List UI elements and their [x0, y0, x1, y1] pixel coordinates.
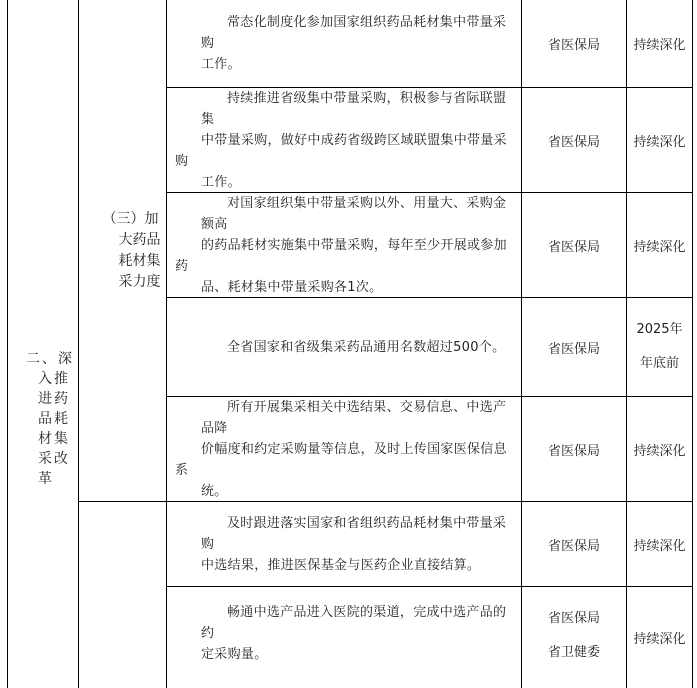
- grid-line: [692, 0, 693, 688]
- task-line: 定采购量。: [201, 647, 268, 662]
- subsection-label-line: 耗材集: [118, 252, 161, 269]
- deadline-text: 持续深化: [633, 38, 686, 53]
- deadline-text: 持续深化: [633, 632, 686, 647]
- task-line: 价幅度和约定采购量等信息，及时上传国家医保信息系: [175, 441, 507, 478]
- table-row-dept: [522, 0, 626, 87]
- table-row-task: [167, 298, 521, 396]
- deadline-text: 持续深化: [633, 443, 686, 459]
- subsection-label-line: 采力度: [118, 273, 161, 290]
- task-line: 品、耗材集中带量采购各1次。: [201, 279, 383, 295]
- table-row-deadline: [627, 587, 692, 688]
- section-label-line: 进药: [38, 391, 70, 407]
- table-row-task: [167, 397, 521, 501]
- task-line: 及时跟进落实国家和省组织药品耗材集中带量采购: [201, 515, 507, 552]
- section-label-line: 二、深: [26, 351, 74, 367]
- deadline-text: 年底前: [639, 356, 679, 371]
- dept-text: 省医保局: [547, 443, 600, 459]
- section-label-line: 入推: [38, 371, 70, 387]
- table-row-dept: [522, 502, 626, 586]
- deadline-text: 持续深化: [633, 134, 686, 150]
- table-row-task: [167, 193, 521, 297]
- subsection-label-line: （三）加: [102, 210, 159, 227]
- task-line: 统。: [201, 483, 228, 499]
- task-line: 全省国家和省级集采药品通用名数超过500个。: [227, 339, 506, 355]
- subsection-label-line: 大药品: [118, 231, 161, 248]
- table-row-deadline: [627, 0, 692, 87]
- task-line: 工作。: [201, 57, 241, 72]
- dept-text: 省医保局: [547, 239, 600, 255]
- dept-text: 省医保局: [547, 610, 600, 626]
- table-row-deadline: [627, 502, 692, 586]
- table-row-task: [167, 0, 521, 87]
- section-label-line: 品耗: [38, 411, 70, 427]
- task-line: 对国家组织集中带量采购以外、用量大、采购金额高: [201, 195, 507, 232]
- task-line: 持续推进省级集中带量采购，积极参与省际联盟集: [201, 90, 507, 127]
- deadline-text: 2025年: [636, 322, 683, 337]
- dept-text: 省医保局: [547, 538, 600, 554]
- task-line: 所有开展集采相关中选结果、交易信息、中选产品降: [201, 399, 507, 436]
- section-label: [8, 0, 78, 688]
- dept-text: 省医保局: [547, 38, 600, 53]
- subsection-label: [79, 0, 166, 501]
- task-line: 常态化制度化参加国家组织药品耗材集中带量采购: [201, 15, 507, 51]
- task-line: 中选结果，推进医保基金与医药企业直接结算。: [201, 557, 481, 573]
- section-label-line: 材集: [38, 431, 70, 447]
- table-row-task: [167, 502, 521, 586]
- dept-text: 省医保局: [547, 341, 600, 357]
- table-row-task: [167, 88, 521, 192]
- deadline-text: 持续深化: [633, 239, 686, 255]
- task-line: 中带量采购，做好中成药省级跨区域联盟集中带量采购: [175, 132, 507, 169]
- deadline-text: 持续深化: [633, 538, 686, 554]
- dept-text: 省医保局: [547, 134, 600, 150]
- table-row-deadline: [627, 88, 692, 192]
- table-row-dept: [522, 585, 626, 686]
- task-line: 畅通中选产品进入医院的渠道，完成中选产品的约: [201, 605, 507, 641]
- table-row-dept: [522, 193, 626, 297]
- section-label-line: 革: [38, 471, 54, 487]
- table-row-dept: [522, 298, 626, 396]
- table-row-deadline: [627, 397, 692, 501]
- table-row-deadline: [627, 193, 692, 297]
- task-line: 工作。: [201, 174, 241, 190]
- table-row-dept: [522, 397, 626, 501]
- table-row-dept: [522, 88, 626, 192]
- table-row-task: [167, 587, 521, 688]
- table-row-deadline: [627, 298, 692, 396]
- section-label-line: 采改: [38, 451, 70, 467]
- task-line: 的药品耗材实施集中带量采购，每年至少开展或参加药: [175, 237, 507, 274]
- dept-text: 省卫健委: [547, 644, 600, 660]
